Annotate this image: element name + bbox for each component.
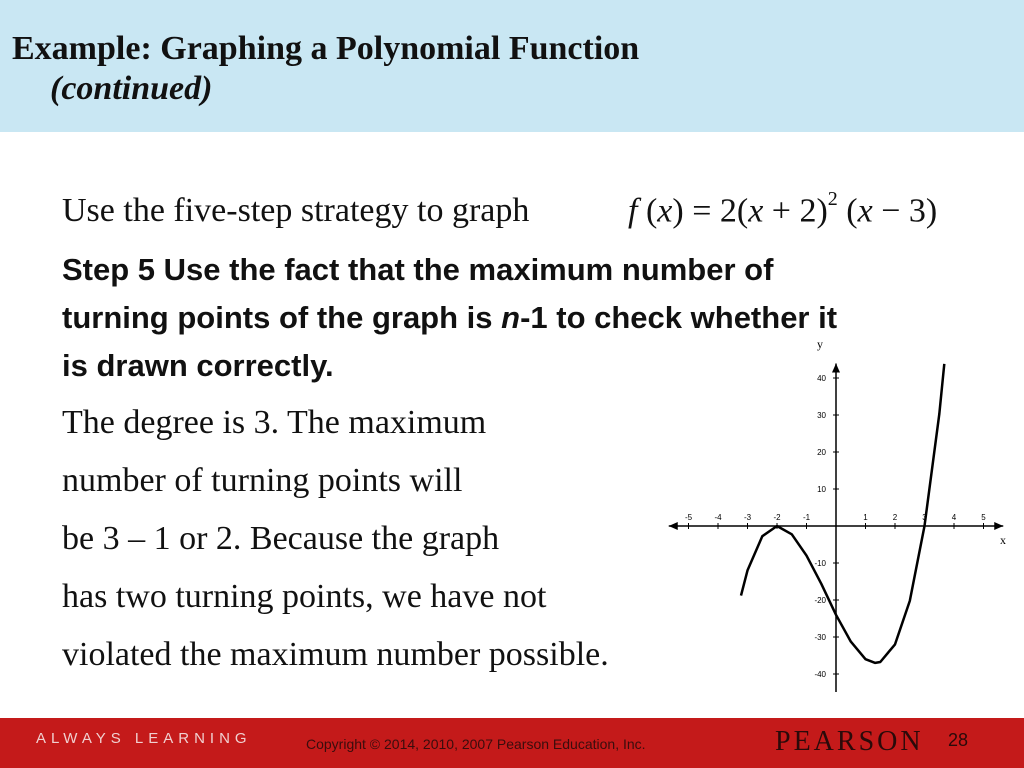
eq-x2: x [748, 192, 764, 230]
y-tick-label: 40 [817, 374, 826, 383]
y-tick-label: -20 [814, 596, 826, 605]
polynomial-curve [741, 364, 944, 663]
x-tick-label: -3 [743, 513, 752, 522]
x-tick-label: -4 [714, 513, 722, 522]
eq-minus3: − 3) [872, 192, 938, 230]
body-line-1: The degree is 3. The maximum [62, 404, 487, 441]
step-line-1: Step 5 Use the fact that the maximum number of [62, 252, 774, 287]
eq-open: ( [637, 192, 658, 230]
x-tick-label: 5 [981, 513, 986, 522]
x-tick-label: 4 [951, 513, 957, 522]
y-axis-arrow-top [832, 364, 840, 373]
step-line-2a: turning points of the graph is [62, 300, 502, 335]
step-line-2b: -1 to check whether it [520, 300, 838, 335]
eq-plus2: + 2) [763, 192, 828, 230]
x-tick-label: 1 [863, 513, 868, 522]
eq-x1: x [657, 192, 673, 230]
y-tick-label: 10 [817, 485, 826, 494]
y-axis-label: y [817, 337, 823, 351]
y-tick-label: -10 [814, 559, 826, 568]
y-tick-label: 30 [817, 411, 826, 420]
x-tick-label: -1 [802, 513, 811, 522]
body-line-5: violated the maximum number possible. [62, 636, 609, 673]
step-line-3: is drawn correctly. [62, 348, 334, 383]
eq-f: f [628, 192, 638, 230]
footer-bar [0, 718, 1024, 768]
footer-brand-logo: PEARSON [775, 726, 924, 757]
eq-exponent: 2 [827, 188, 838, 210]
step-n: n [501, 300, 521, 335]
x-tick-label: 3 [922, 513, 927, 522]
y-tick-label: 20 [817, 448, 826, 457]
footer-copyright: Copyright © 2014, 2010, 2007 Pearson Education, Inc. [306, 736, 646, 752]
body-line-4: has two turning points, we have not [62, 578, 547, 615]
x-tick-label: 2 [892, 513, 898, 522]
slide-title: Example: Graphing a Polynomial Function [12, 30, 640, 67]
x-axis-arrow-right [994, 522, 1003, 530]
intro-text: Use the five-step strategy to graph [62, 192, 530, 229]
x-tick-label: -2 [773, 513, 781, 522]
title-band [0, 0, 1024, 132]
polynomial-graph [660, 336, 1020, 692]
eq-open2: ( [837, 192, 858, 230]
step-line-2 [62, 300, 837, 336]
body-line-3: be 3 – 1 or 2. Because the graph [62, 520, 500, 557]
slide-subtitle: (continued) [50, 70, 213, 107]
y-tick-label: -30 [814, 633, 826, 642]
body-line-2: number of turning points will [62, 462, 463, 499]
footer-tagline: ALWAYS LEARNING [36, 730, 252, 747]
page-number: 28 [948, 730, 969, 750]
x-tick-label: -5 [684, 513, 693, 522]
x-axis-label: x [1000, 533, 1006, 547]
y-tick-label: -40 [814, 670, 826, 679]
equation [628, 188, 938, 230]
x-axis-arrow-left [669, 522, 678, 530]
eq-x3: x [857, 192, 873, 230]
eq-close-eq: ) = 2( [672, 192, 749, 230]
